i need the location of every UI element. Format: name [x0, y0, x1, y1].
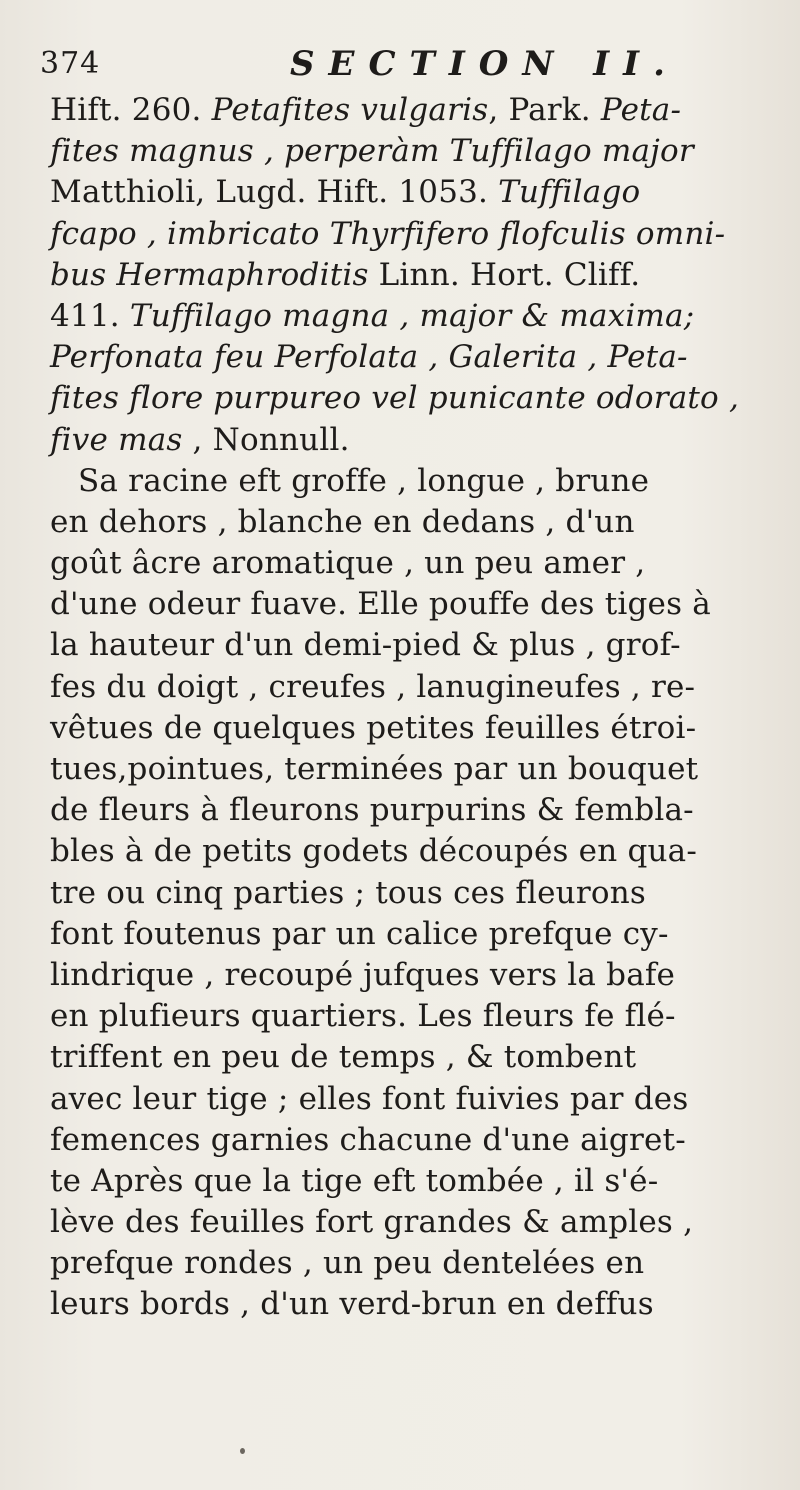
text-span: tues,pointues, terminées par un bouquet — [50, 751, 699, 787]
text-span: en dehors , blanche en dedans , d'un — [50, 503, 635, 540]
text-line — [50, 1284, 770, 1325]
text-line — [50, 955, 770, 996]
running-head: SECTION II. — [290, 44, 679, 84]
text-span: bles à de petits godets découpés en qua- — [50, 833, 698, 870]
italic-text-span: bus Hermaphroditis — [50, 256, 369, 293]
text-line — [50, 461, 770, 502]
text-line — [50, 1161, 770, 1202]
text-span: femences garnies chacune d'une aigret- — [50, 1121, 686, 1158]
text-line — [50, 172, 770, 213]
text-span: te Après que la tige eft tombée , il s'é- — [50, 1162, 659, 1199]
text-line — [50, 1243, 770, 1284]
text-line — [50, 625, 770, 666]
page-number: 374 — [40, 46, 101, 81]
text-span: , Park. — [488, 92, 601, 128]
text-span: Sa racine eft groffe , longue , brune — [78, 462, 650, 499]
italic-text-span: Tuffilago magna , major & maxima; — [129, 297, 695, 334]
text-line — [50, 831, 770, 872]
text-line — [50, 131, 770, 172]
italic-text-span: Tuffilago — [498, 174, 641, 211]
text-span: de fleurs à fleurons purpurins & fembla- — [50, 792, 694, 829]
text-span: 411. — [50, 297, 130, 334]
text-line — [50, 790, 770, 831]
text-span: en plufieurs quartiers. Les fleurs fe flé- — [50, 998, 676, 1035]
text-line — [50, 1037, 770, 1078]
text-span: avec leur tige ; elles font fuivies par des — [50, 1080, 689, 1117]
text-span: Hift. 260. — [50, 92, 212, 128]
text-line — [50, 667, 770, 708]
text-span: vêtues de quelques petites feuilles étroi- — [50, 709, 697, 746]
text-span: triffent en peu de temps , & tombent — [50, 1039, 637, 1076]
text-span: Matthioli, Lugd. Hift. 1053. — [50, 174, 499, 211]
text-line — [50, 255, 770, 296]
text-span: la hauteur d'un demi-pied & plus , grof- — [50, 627, 681, 664]
text-line — [50, 378, 770, 419]
text-span: goût âcre aromatique , un peu amer , — [50, 545, 646, 582]
ink-spot — [240, 1448, 245, 1454]
text-line — [50, 708, 770, 749]
text-span: leurs bords , d'un verd-brun en deffus — [50, 1286, 654, 1323]
text-span: lève des feuilles fort grandes & amples , — [50, 1204, 694, 1241]
italic-text-span: Petafites vulgaris — [211, 92, 489, 128]
text-line — [50, 296, 770, 337]
text-line — [50, 914, 770, 955]
text-span: lindrique , recoupé jufques vers la bafe — [50, 956, 676, 993]
text-line — [50, 1120, 770, 1161]
italic-text-span: Peta- — [600, 92, 682, 128]
text-line — [50, 502, 770, 543]
text-line — [50, 749, 770, 790]
text-line — [50, 90, 770, 131]
italic-text-span: fites flore purpureo vel punicante odorato , — [50, 380, 740, 417]
text-span: prefque rondes , un peu dentelées en — [50, 1245, 645, 1282]
italic-text-span: fcapo , imbricato Thyrfifero flofculis omni- — [50, 215, 726, 252]
text-span: d'une odeur fuave. Elle pouffe des tiges à — [50, 586, 711, 623]
text-line — [50, 337, 770, 378]
text-line — [50, 584, 770, 625]
text-line — [50, 996, 770, 1037]
italic-text-span: fites magnus , perperàm Tuffilago major — [50, 133, 694, 170]
text-line — [50, 543, 770, 584]
page-header — [40, 40, 760, 90]
text-span: , Nonnull. — [182, 421, 350, 458]
body-text — [50, 90, 770, 1326]
text-line — [50, 214, 770, 255]
italic-text-span: Perfonata feu Perfolata , Galerita , Peta- — [50, 339, 688, 376]
text-line — [50, 1079, 770, 1120]
italic-text-span: five mas — [50, 421, 183, 458]
text-span: tre ou cinq parties ; tous ces fleurons — [50, 874, 646, 911]
text-span: fes du doigt , creufes , lanugineufes , re- — [50, 668, 696, 705]
text-span: font foutenus par un calice prefque cy- — [50, 915, 669, 952]
text-line — [50, 1202, 770, 1243]
text-span: Linn. Hort. Cliff. — [368, 256, 641, 293]
text-line — [50, 420, 770, 461]
text-line — [50, 873, 770, 914]
